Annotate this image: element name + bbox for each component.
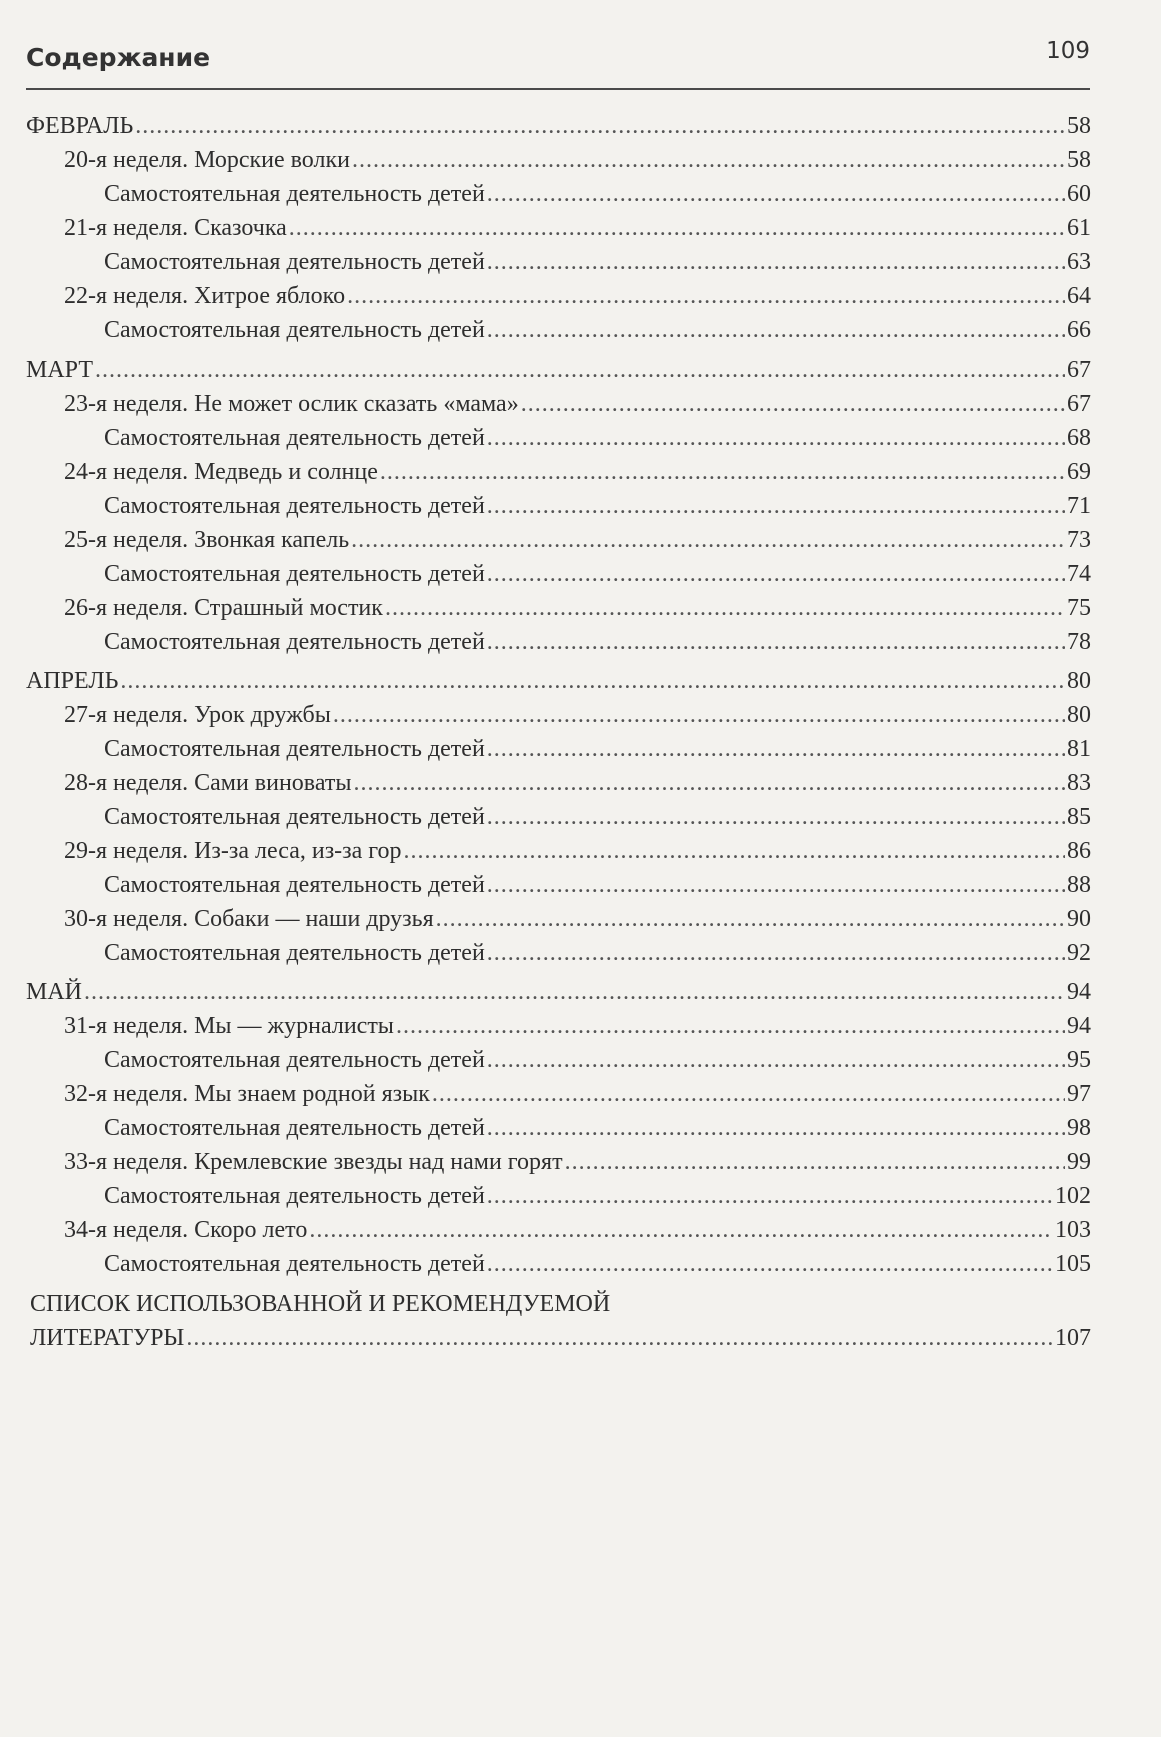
toc-entry-page: 86	[1067, 838, 1091, 864]
dot-leader	[351, 523, 1065, 557]
dot-leader	[120, 664, 1065, 698]
dot-leader	[487, 1111, 1065, 1145]
toc-entry-title: 32-я неделя. Мы знаем родной язык	[64, 1081, 430, 1107]
toc-sub-entry[interactable]	[104, 557, 1091, 591]
toc-entry-page: 88	[1067, 872, 1091, 898]
dot-leader	[487, 868, 1065, 902]
toc-entry-page: 98	[1067, 1115, 1091, 1141]
toc-sub-entry[interactable]	[104, 313, 1091, 347]
dot-leader	[309, 1213, 1053, 1247]
toc-sub-entry[interactable]	[104, 800, 1091, 834]
toc-entry-page: 102	[1055, 1183, 1091, 1209]
literature-entry[interactable]	[30, 1321, 1091, 1355]
toc-entry-page: 94	[1067, 1013, 1091, 1039]
toc-entry-title: 27-я неделя. Урок дружбы	[64, 702, 331, 728]
dot-leader	[487, 313, 1065, 347]
toc-sub-entry[interactable]	[104, 1043, 1091, 1077]
dot-leader	[95, 353, 1065, 387]
dot-leader	[186, 1321, 1053, 1355]
dot-leader	[487, 245, 1065, 279]
toc-week-entry[interactable]	[64, 387, 1091, 421]
toc-entry-page: 66	[1067, 317, 1091, 343]
toc-sub-entry[interactable]	[104, 1247, 1091, 1281]
toc-entry-page: 97	[1067, 1081, 1091, 1107]
header-title: Содержание	[26, 43, 211, 72]
dot-leader	[385, 591, 1065, 625]
toc-entry-page: 99	[1067, 1149, 1091, 1175]
toc-week-entry[interactable]	[64, 698, 1091, 732]
dot-leader	[347, 279, 1065, 313]
toc-month-entry[interactable]	[26, 109, 1091, 143]
toc-month-entry[interactable]	[26, 664, 1091, 698]
toc-entry-page: 58	[1067, 147, 1091, 173]
dot-leader	[289, 211, 1065, 245]
dot-leader	[487, 1179, 1053, 1213]
toc-entry-page: 75	[1067, 595, 1091, 621]
toc-sub-entry[interactable]	[104, 936, 1091, 970]
toc-entry-page: 68	[1067, 425, 1091, 451]
dot-leader	[487, 1247, 1053, 1281]
dot-leader	[333, 698, 1065, 732]
toc-sub-entry[interactable]	[104, 1111, 1091, 1145]
dot-leader	[436, 902, 1065, 936]
toc-week-entry[interactable]	[64, 1145, 1091, 1179]
toc-entry-page: 67	[1067, 391, 1091, 417]
toc-entry-page: 80	[1067, 702, 1091, 728]
toc-entry-page: 103	[1055, 1217, 1091, 1243]
literature-title-line2: ЛИТЕРАТУРЫ	[30, 1325, 185, 1351]
toc-entry-title: 20-я неделя. Морские волки	[64, 147, 350, 173]
toc-month-entry[interactable]	[26, 975, 1091, 1009]
dot-leader	[353, 766, 1065, 800]
toc-entry-title: АПРЕЛЬ	[26, 668, 119, 694]
toc-entry-page: 83	[1067, 770, 1091, 796]
toc-entry-title: Самостоятельная деятельность детей	[104, 1183, 485, 1209]
toc-entry-title: 33-я неделя. Кремлевские звезды над нами горят	[64, 1149, 563, 1175]
header-page-number: 109	[1046, 38, 1090, 64]
toc-entry-title: 21-я неделя. Сказочка	[64, 215, 287, 241]
toc-entry-title: Самостоятельная деятельность детей	[104, 1115, 485, 1141]
toc-entry-title: Самостоятельная деятельность детей	[104, 1047, 485, 1073]
toc-sub-entry[interactable]	[104, 489, 1091, 523]
toc-week-entry[interactable]	[64, 279, 1091, 313]
page-header	[26, 38, 1090, 90]
literature-page: 107	[1055, 1325, 1091, 1351]
toc-week-entry[interactable]	[64, 1213, 1091, 1247]
dot-leader	[352, 143, 1065, 177]
dot-leader	[565, 1145, 1065, 1179]
toc-entry-page: 92	[1067, 940, 1091, 966]
dot-leader	[84, 975, 1065, 1009]
toc-month-entry[interactable]	[26, 353, 1091, 387]
toc-entry-title: Самостоятельная деятельность детей	[104, 1251, 485, 1277]
toc-entry-page: 81	[1067, 736, 1091, 762]
toc-entry-page: 85	[1067, 804, 1091, 830]
toc-week-entry[interactable]	[64, 591, 1091, 625]
toc-entry-title: 25-я неделя. Звонкая капель	[64, 527, 350, 553]
toc-entry-page: 58	[1067, 113, 1091, 139]
dot-leader	[487, 732, 1065, 766]
toc-entry-title: Самостоятельная деятельность детей	[104, 561, 485, 587]
toc-entry-title: Самостоятельная деятельность детей	[104, 940, 485, 966]
dot-leader	[487, 177, 1065, 211]
toc-entry-title: 31-я неделя. Мы — журналисты	[64, 1013, 394, 1039]
toc-entry-title: 28-я неделя. Сами виноваты	[64, 770, 352, 796]
toc-entry-page: 67	[1067, 357, 1091, 383]
toc-entry-page: 94	[1067, 979, 1091, 1005]
toc-entry-page: 95	[1067, 1047, 1091, 1073]
toc-entry-page: 80	[1067, 668, 1091, 694]
dot-leader	[487, 936, 1065, 970]
dot-leader	[396, 1009, 1065, 1043]
toc-sub-entry[interactable]	[104, 625, 1091, 659]
toc-week-entry[interactable]	[64, 902, 1091, 936]
toc-entry-page: 60	[1067, 181, 1091, 207]
toc-entry-title: МАРТ	[26, 357, 93, 383]
toc-week-entry[interactable]	[64, 1077, 1091, 1111]
toc-entry-title: 26-я неделя. Страшный мостик	[64, 595, 383, 621]
toc-entry-title: Самостоятельная деятельность детей	[104, 872, 485, 898]
dot-leader	[487, 1043, 1065, 1077]
toc-week-entry[interactable]	[64, 455, 1091, 489]
toc-entry-title: МАЙ	[26, 979, 83, 1005]
toc-entry-page: 90	[1067, 906, 1091, 932]
toc-entry-page: 78	[1067, 629, 1091, 655]
toc-entry-title: Самостоятельная деятельность детей	[104, 736, 485, 762]
toc-week-entry[interactable]	[64, 211, 1091, 245]
toc-entry-title: Самостоятельная деятельность детей	[104, 804, 485, 830]
toc-sub-entry[interactable]	[104, 177, 1091, 211]
toc-entry-page: 105	[1055, 1251, 1091, 1277]
toc-entry-title: Самостоятельная деятельность детей	[104, 629, 485, 655]
toc-sub-entry[interactable]	[104, 732, 1091, 766]
toc-entry-title: Самостоятельная деятельность детей	[104, 249, 485, 275]
toc-entry-title: Самостоятельная деятельность детей	[104, 181, 485, 207]
toc-entry-title: 29-я неделя. Из-за леса, из-за гор	[64, 838, 402, 864]
toc-entry-title: 30-я неделя. Собаки — наши друзья	[64, 906, 434, 932]
literature-title-line1[interactable]: СПИСОК ИСПОЛЬЗОВАННОЙ И РЕКОМЕНДУЕМОЙ	[30, 1291, 611, 1317]
toc-sub-entry[interactable]	[104, 868, 1091, 902]
dot-leader	[487, 421, 1065, 455]
toc-entry-title: ФЕВРАЛЬ	[26, 113, 134, 139]
dot-leader	[432, 1077, 1065, 1111]
toc-entry-page: 61	[1067, 215, 1091, 241]
dot-leader	[487, 625, 1065, 659]
toc-entry-title: 23-я неделя. Не может ослик сказать «мама»	[64, 391, 519, 417]
toc-entry-page: 71	[1067, 493, 1091, 519]
toc-entry-title: 22-я неделя. Хитрое яблоко	[64, 283, 346, 309]
toc-entry-page: 69	[1067, 459, 1091, 485]
toc-week-entry[interactable]	[64, 143, 1091, 177]
toc-entry-title: 24-я неделя. Медведь и солнце	[64, 459, 378, 485]
toc-entry-title: 34-я неделя. Скоро лето	[64, 1217, 308, 1243]
toc-week-entry[interactable]	[64, 834, 1091, 868]
toc-week-entry[interactable]	[64, 1009, 1091, 1043]
toc-entry-page: 74	[1067, 561, 1091, 587]
toc-week-entry[interactable]	[64, 523, 1091, 557]
toc-entry-page: 73	[1067, 527, 1091, 553]
toc-week-entry[interactable]	[64, 766, 1091, 800]
toc-entry-page: 63	[1067, 249, 1091, 275]
toc-sub-entry[interactable]	[104, 245, 1091, 279]
dot-leader	[404, 834, 1065, 868]
dot-leader	[380, 455, 1065, 489]
dot-leader	[487, 800, 1065, 834]
toc-entry-title: Самостоятельная деятельность детей	[104, 317, 485, 343]
toc-entry-title: Самостоятельная деятельность детей	[104, 425, 485, 451]
dot-leader	[135, 109, 1065, 143]
toc-sub-entry[interactable]	[104, 1179, 1091, 1213]
toc-entry-page: 64	[1067, 283, 1091, 309]
dot-leader	[487, 557, 1065, 591]
toc-sub-entry[interactable]	[104, 421, 1091, 455]
dot-leader	[521, 387, 1065, 421]
dot-leader	[487, 489, 1065, 523]
toc-entry-title: Самостоятельная деятельность детей	[104, 493, 485, 519]
